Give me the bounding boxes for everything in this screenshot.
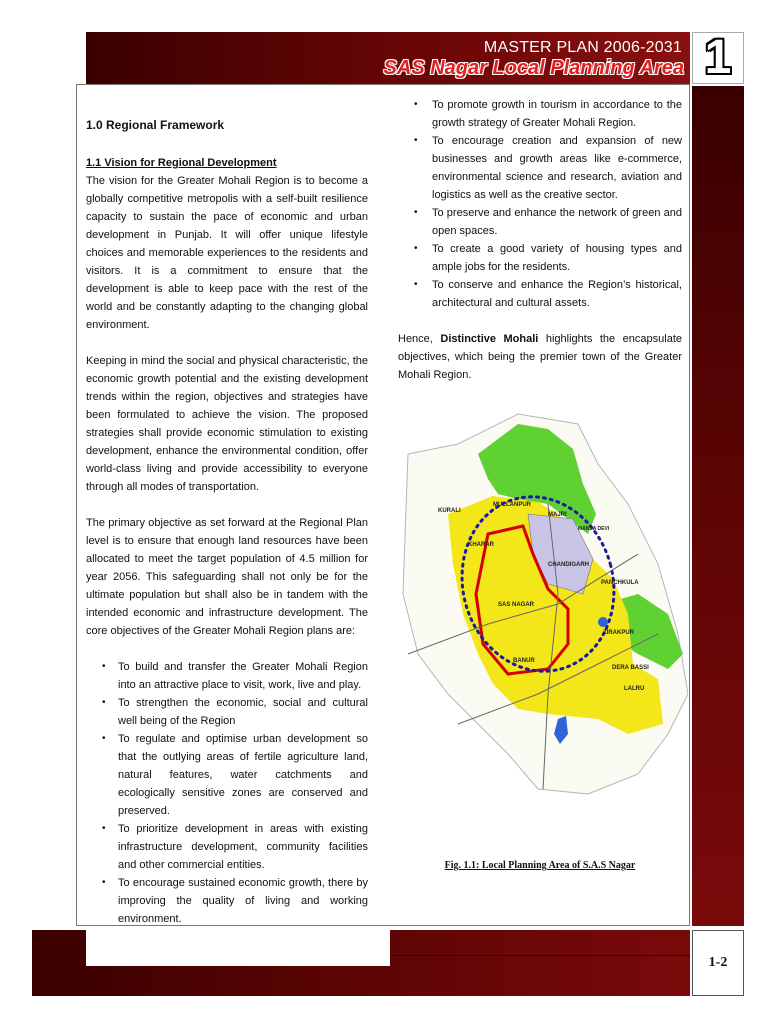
bullet-icon: • [414,99,418,110]
list-item: • To build and transfer the Greater Mohali Region into an attractive place to visit, work, live and play. [86,658,368,694]
left-column [86,116,368,928]
bullet-icon: • [414,135,418,146]
vision-paragraph: The vision for the Greater Mohali Region is to become a globally competitive metropolis with a self-built resilience capacity to sustain the pace of economic and urban development in Punjab. It will offer unique lifestyle choices and memorable experiences to the residents and visitors. It is a commitment to ensure that the development is able to keep pace with the rest of the world and be constantly adapting to the changing global environment. [86,175,368,331]
objective-paragraph: The primary objective as set forward at the Regional Plan level is to ensure that enough land resources have been allocated to meet the target population of 4.5 million for year 2056. This safeguarding shall not only be for the ultimate population but shall also be in tandem with the intended economic and infrastructure development. The core objectives of the Greater Mohali Region plans are: [86,517,368,637]
section-heading: 1.0 Regional Framework [86,118,225,132]
map-label-banur: BANUR [513,658,535,664]
local-planning-area-map [398,394,688,814]
header-band [86,32,690,84]
subsection-heading: 1.1 Vision for Regional Development [86,157,277,169]
list-item: • To preserve and enhance the network of green and open spaces. [398,204,682,240]
bullet-icon: • [102,661,106,672]
bullet-icon: • [414,279,418,290]
map-label-zirakpur: ZIRAKPUR [603,630,634,636]
footer-white-panel [86,930,390,966]
bullet-icon: • [102,877,106,888]
map-label-kharar: KHARAR [468,542,494,548]
map-label-mansa-devi: MANSA DEVI [578,526,610,532]
map-label-kurali: KURALI [438,508,461,514]
map-label-mullanpur: MULLANPUR [493,502,531,508]
distinctive-mohali-paragraph: Hence, Distinctive Mohali highlights the encapsulate objectives, which being the premier town of the Greater Mohali Region. [398,333,682,381]
core-objectives-list [86,658,368,928]
list-item: • To regulate and optimise urban development so that the outlying areas of fertile agriculture land, natural features, water catchments and ecologically sensitive zones are conserved and preserved. [86,730,368,820]
strategy-paragraph: Keeping in mind the social and physical characteristic, the economic growth potential and the existing development trends within the region, objectives and strategies have been formulated to achieve the vision. The proposed strategies shall provide economic stimulation to existing development, enhance the environmental condition, offer world-class living and provide accessibility to everyone through all modes of transportation. [86,355,368,493]
document-title: MASTER PLAN 2006-2031 [483,39,682,56]
figure-caption: Fig. 1.1: Local Planning Area of S.A.S Nagar [444,860,636,871]
distinctive-mohali-term: Distinctive Mohali [440,333,539,345]
page-number-box [692,930,744,996]
list-item: • To prioritize development in areas with existing infrastructure development, community facilities and other commercial entities. [86,820,368,874]
list-item: • To promote growth in tourism in accordance to the growth strategy of Greater Mohali Region. [398,96,682,132]
map-label-majri: MAJRI [548,512,567,518]
chapter-number: 1 [704,31,732,84]
right-side-bar [692,86,744,926]
objectives-list-continued [398,96,682,312]
bullet-icon: • [414,243,418,254]
list-item: • To encourage sustained economic growth, there by improving the quality of living and working environment. [86,874,368,928]
document-subtitle: SAS Nagar Local Planning Area [383,57,684,79]
list-item: • To encourage creation and expansion of new businesses and growth areas like e-commerce, environmental science and research, aviation and logistics as well as the creative sector. [398,132,682,204]
bullet-icon: • [102,823,106,834]
list-item: • To conserve and enhance the Region’s historical, architectural and cultural assets. [398,276,682,312]
list-item: • To strengthen the economic, social and cultural well being of the Region [86,694,368,730]
map-label-lalru: LALRU [624,686,645,692]
map-label-sas-nagar: SAS NAGAR [498,602,535,608]
footer-rule [392,955,690,956]
bullet-icon: • [102,697,106,708]
chapter-badge [692,32,744,84]
map-label-dera-bassi: DERA BASSI [612,665,649,671]
map-graphic [398,394,688,814]
bullet-icon: • [414,207,418,218]
right-column [398,96,682,384]
list-item: • To create a good variety of housing types and ample jobs for the residents. [398,240,682,276]
map-label-chandigarh: CHANDIGARH [548,562,589,568]
bullet-icon: • [102,733,106,744]
map-label-panchkula: PANCHKULA [601,580,639,586]
water-body [598,617,608,627]
page-number: 1-2 [708,955,728,970]
